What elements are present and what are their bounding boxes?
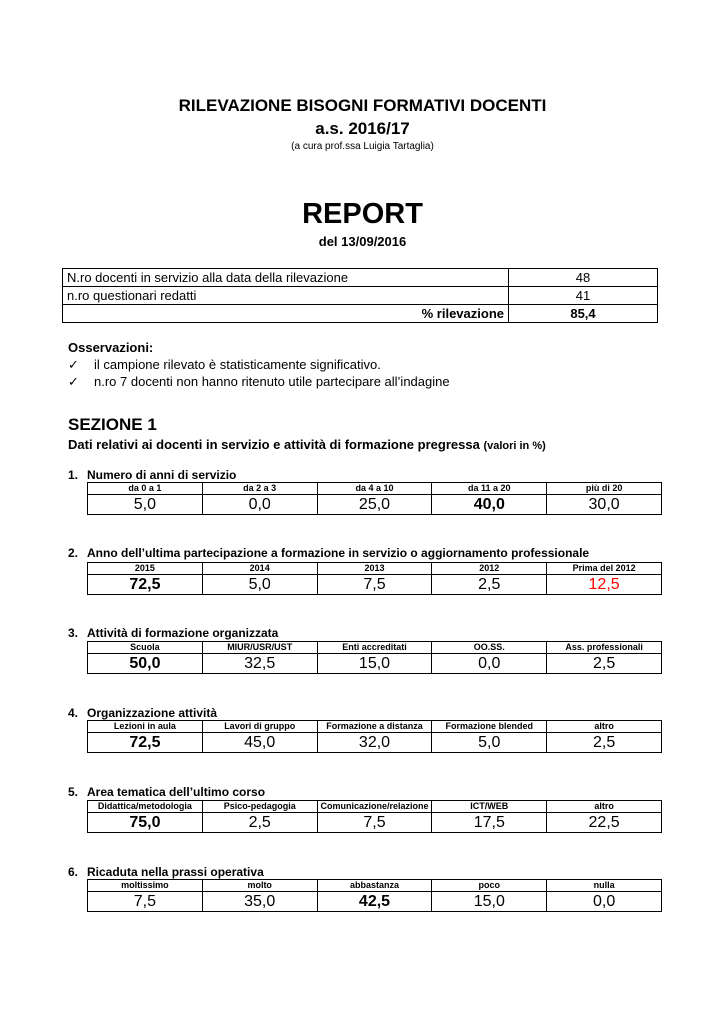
pct-label: % rilevazione <box>63 305 509 323</box>
column-header: più di 20 <box>547 483 662 495</box>
school-year: a.s. 2016/17 <box>315 119 410 138</box>
column-header: Psico-pedagogia <box>202 801 317 813</box>
column-header: Lezioni in aula <box>88 721 203 733</box>
observations-title: Osservazioni: <box>68 340 154 355</box>
question-title <box>68 626 278 640</box>
table-row <box>88 495 662 515</box>
question-title <box>68 785 265 799</box>
question-text: Ricaduta nella prassi operativa <box>87 865 264 879</box>
summary-value: 41 <box>509 287 658 305</box>
value-cell: 5,0 <box>202 575 317 595</box>
question-title <box>68 546 589 560</box>
column-header: poco <box>432 880 547 892</box>
list-item <box>68 357 381 373</box>
table-row <box>63 287 658 305</box>
question-table <box>87 641 662 674</box>
question-text: Anno dell’ultima partecipazione a formazione in servizio o aggiornamento professionale <box>87 546 590 560</box>
question-title <box>68 706 217 720</box>
question-table <box>87 482 662 515</box>
curator-note: (a cura prof.ssa Luigia Tartaglia) <box>291 141 434 152</box>
question-text: Numero di anni di servizio <box>87 468 237 482</box>
value-cell: 15,0 <box>432 892 547 912</box>
value-cell: 32,0 <box>317 733 432 753</box>
column-header: Formazione blended <box>432 721 547 733</box>
column-header: Ass. professionali <box>547 642 662 654</box>
value-cell: 42,5 <box>317 892 432 912</box>
value-cell: 2,5 <box>202 813 317 833</box>
pct-value: 85,4 <box>509 305 658 323</box>
value-cell: 17,5 <box>432 813 547 833</box>
column-header: da 4 a 10 <box>317 483 432 495</box>
question-text: Organizzazione attività <box>87 706 218 720</box>
section-subtitle <box>68 437 546 452</box>
question-table <box>87 562 662 595</box>
question-number: 4. <box>68 706 79 720</box>
document-title: RILEVAZIONE BISOGNI FORMATIVI DOCENTI <box>178 96 547 115</box>
question-title <box>68 468 236 482</box>
column-header: altro <box>547 721 662 733</box>
question-text: Area tematica dell’ultimo corso <box>87 785 266 799</box>
value-cell: 0,0 <box>547 892 662 912</box>
column-header: 2012 <box>432 563 547 575</box>
column-header: MIUR/USR/UST <box>202 642 317 654</box>
value-cell: 15,0 <box>317 654 432 674</box>
question-number: 6. <box>68 865 79 879</box>
column-header: Scuola <box>88 642 203 654</box>
column-header: ICT/WEB <box>432 801 547 813</box>
value-cell: 0,0 <box>432 654 547 674</box>
column-header: nulla <box>547 880 662 892</box>
table-row <box>88 880 662 892</box>
value-cell: 72,5 <box>88 575 203 595</box>
value-cell: 25,0 <box>317 495 432 515</box>
table-row <box>88 483 662 495</box>
column-header: 2013 <box>317 563 432 575</box>
value-cell: 75,0 <box>88 813 203 833</box>
report-heading: REPORT <box>302 198 423 230</box>
value-cell: 0,0 <box>202 495 317 515</box>
value-cell: 5,0 <box>88 495 203 515</box>
column-header: altro <box>547 801 662 813</box>
question-text: Attività di formazione organizzata <box>87 626 279 640</box>
question-table <box>87 800 662 833</box>
value-cell: 12,5 <box>547 575 662 595</box>
observation-text: il campione rilevato è statisticamente significativo. <box>94 357 381 372</box>
value-cell: 7,5 <box>317 813 432 833</box>
table-row <box>88 642 662 654</box>
section-unit: (valori in %) <box>483 440 546 452</box>
summary-table <box>62 268 658 323</box>
column-header: da 2 a 3 <box>202 483 317 495</box>
question-number: 3. <box>68 626 79 640</box>
summary-value: 48 <box>509 269 658 287</box>
value-cell: 2,5 <box>547 654 662 674</box>
column-header: Prima del 2012 <box>547 563 662 575</box>
column-header: Comunicazione/relazione <box>317 801 432 813</box>
column-header: molto <box>202 880 317 892</box>
value-cell: 2,5 <box>432 575 547 595</box>
column-header: OO.SS. <box>432 642 547 654</box>
table-row <box>63 305 658 323</box>
question-table <box>87 879 662 912</box>
table-row <box>88 575 662 595</box>
summary-label: n.ro questionari redatti <box>63 287 509 305</box>
report-date: del 13/09/2016 <box>318 234 407 249</box>
value-cell: 2,5 <box>547 733 662 753</box>
question-number: 1. <box>68 468 79 482</box>
table-row <box>88 733 662 753</box>
value-cell: 7,5 <box>88 892 203 912</box>
column-header: Enti accreditati <box>317 642 432 654</box>
column-header: 2014 <box>202 563 317 575</box>
column-header: Lavori di gruppo <box>202 721 317 733</box>
table-row <box>63 269 658 287</box>
table-row <box>88 654 662 674</box>
value-cell: 30,0 <box>547 495 662 515</box>
section-subtitle-text: Dati relativi ai docenti in servizio e attività di formazione pregressa <box>68 437 480 452</box>
value-cell: 40,0 <box>432 495 547 515</box>
summary-label: N.ro docenti in servizio alla data della rilevazione <box>63 269 509 287</box>
question-number: 2. <box>68 546 79 560</box>
table-row <box>88 721 662 733</box>
list-item <box>68 374 450 390</box>
column-header: moltissimo <box>88 880 203 892</box>
column-header: Didattica/metodologia <box>88 801 203 813</box>
value-cell: 32,5 <box>202 654 317 674</box>
column-header: da 0 a 1 <box>88 483 203 495</box>
table-row <box>88 563 662 575</box>
checkmark-icon: ✓ <box>68 357 79 372</box>
value-cell: 72,5 <box>88 733 203 753</box>
value-cell: 45,0 <box>202 733 317 753</box>
value-cell: 50,0 <box>88 654 203 674</box>
table-row <box>88 892 662 912</box>
column-header: 2015 <box>88 563 203 575</box>
section-title: SEZIONE 1 <box>68 415 157 434</box>
value-cell: 7,5 <box>317 575 432 595</box>
column-header: da 11 a 20 <box>432 483 547 495</box>
question-table <box>87 720 662 753</box>
observation-text: n.ro 7 docenti non hanno ritenuto utile partecipare all’indagine <box>94 374 450 389</box>
value-cell: 5,0 <box>432 733 547 753</box>
table-row <box>88 813 662 833</box>
question-number: 5. <box>68 785 79 799</box>
table-row <box>88 801 662 813</box>
value-cell: 35,0 <box>202 892 317 912</box>
question-title <box>68 865 264 879</box>
checkmark-icon: ✓ <box>68 374 79 389</box>
column-header: abbastanza <box>317 880 432 892</box>
value-cell: 22,5 <box>547 813 662 833</box>
column-header: Formazione a distanza <box>317 721 432 733</box>
